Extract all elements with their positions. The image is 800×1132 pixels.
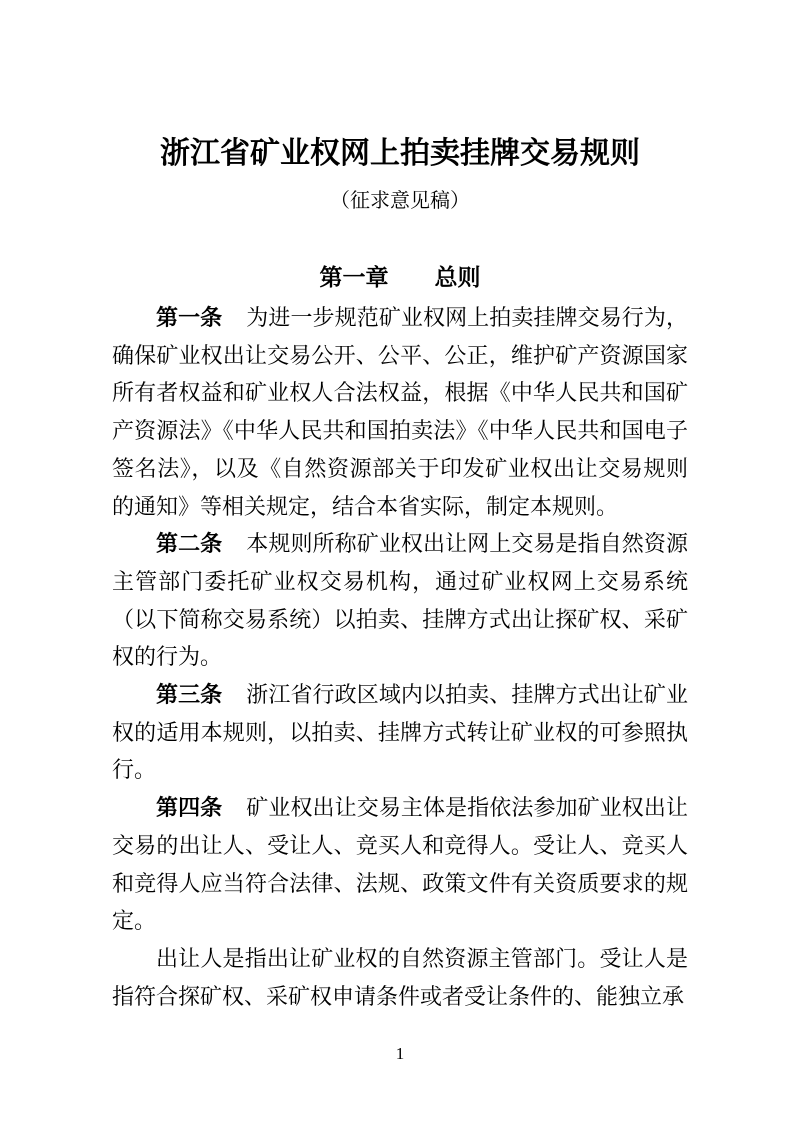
article-paragraph-5 <box>112 940 688 1015</box>
article-label-1: 第一条 <box>156 305 223 330</box>
article-label-2: 第二条 <box>156 531 223 557</box>
document-body <box>112 299 688 1015</box>
document-title: 浙江省矿业权网上拍卖挂牌交易规则 <box>160 137 640 170</box>
document-subtitle: （征求意见稿） <box>330 190 470 212</box>
chapter-heading <box>0 260 800 294</box>
article-text-3: 浙江省行政区域内以拍卖、挂牌方式出让矿业权的适用本规则，以拍卖、挂牌方式转让矿业权的可参照执行。 <box>112 682 688 783</box>
article-text-2: 本规则所称矿业权出让网上交易是指自然资源主管部门委托矿业权交易机构，通过矿业权网上交易系统（以下简称交易系统）以拍卖、挂牌方式出让探矿权、采矿权的行为。 <box>112 531 688 670</box>
chapter-number: 第一章 <box>319 264 389 290</box>
article-paragraph-3 <box>112 676 688 789</box>
article-paragraph-4 <box>112 789 688 940</box>
article-paragraph-1 <box>112 299 688 525</box>
article-text-1: 为进一步规范矿业权网上拍卖挂牌交易行为，确保矿业权出让交易公开、公平、公正，维护矿产资源国家所有者权益和矿业权人合法权益，根据《中华人民共和国矿产资源法》《中华人民共和国拍卖法》《中华人民共和国电子签名法》，以及《自然资源部关于印发矿业权出让交易规则的通知》等相关规定，结合本省实际，制定本规则。 <box>112 305 688 519</box>
article-label-3: 第三条 <box>156 682 223 708</box>
chapter-title: 总则 <box>434 264 481 290</box>
article-text-5: 出让人是指出让矿业权的自然资源主管部门。受让人是指符合探矿权、采矿权申请条件或者受让条件的、能独立承 <box>112 945 688 1009</box>
article-paragraph-2 <box>112 525 688 676</box>
article-text-4: 矿业权出让交易主体是指依法参加矿业权出让交易的出让人、受让人、竞买人和竞得人。受让人、竞买人和竞得人应当符合法律、法规、政策文件有关资质要求的规定。 <box>112 795 688 934</box>
article-label-4: 第四条 <box>156 795 223 821</box>
page-number: 1 <box>395 1044 405 1063</box>
